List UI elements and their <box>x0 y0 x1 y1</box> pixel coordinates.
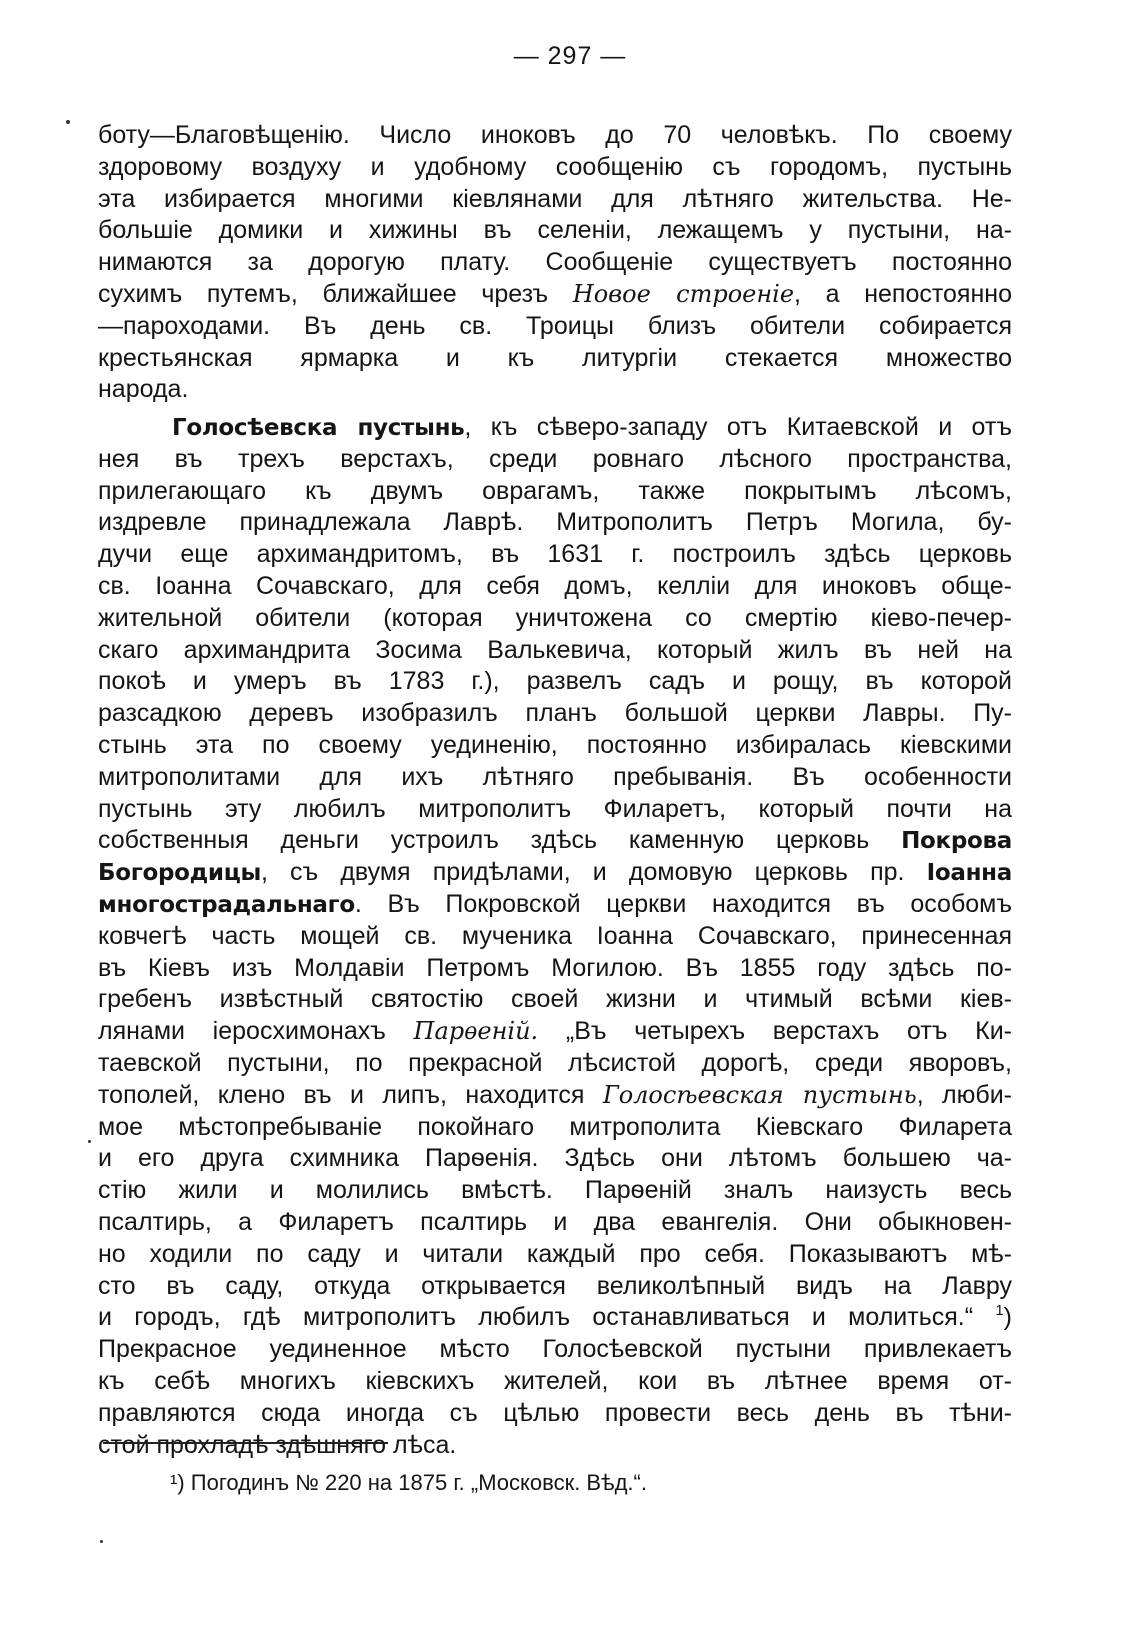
text-line: народа. <box>98 375 189 404</box>
text-line: эта избирается многими кіевлянами для лѣтняго жительства. Не- <box>98 184 1012 213</box>
text-line: разсадкою деревъ изобразилъ планъ большой церкви Лавры. Пу- <box>98 699 1012 728</box>
bold-term: Богородицы <box>98 860 261 887</box>
text-line: св. Іоанна Сочавскаго, для себя домъ, келліи для иноковъ обще- <box>98 571 1012 600</box>
text-run: и городъ, гдѣ митрополитъ любилъ останавливаться и молиться.“ <box>98 1303 996 1332</box>
text-line <box>98 1302 1012 1334</box>
text-line: стію жили и молились вмѣстѣ. Парѳеній зналъ наизусть весь <box>98 1176 1012 1205</box>
text-run: „Въ четырехъ верстахъ отъ Ки- <box>538 1017 1012 1046</box>
text-line: прилегающаго къ двумъ оврагамъ, также покрытымъ лѣсомъ, <box>98 476 1012 505</box>
text-line: и его друга схимника Парѳенія. Здѣсь они лѣтомъ большею ча- <box>98 1144 1012 1173</box>
text-line: митрополитами для ихъ лѣтняго пребыванія. Въ особенности <box>98 762 1012 791</box>
text-line: большіе домики и хижины въ селеніи, лежащемъ у пустыни, на- <box>98 216 1012 245</box>
text-run: , а непостоянно <box>794 279 1012 308</box>
text-line <box>98 825 1012 857</box>
text-line: дучи еще архимандритомъ, въ 1631 г. построилъ здѣсь церковь <box>98 540 1012 569</box>
text-run: , люби- <box>916 1080 1012 1109</box>
text-line: стой прохладѣ здѣшняго лѣса. <box>98 1430 457 1459</box>
footnote: ¹) Погодинъ № 220 на 1875 г. „Московск. Вѣд.“. <box>170 1470 647 1495</box>
text-line: правляются сюда иногда съ цѣлью провести весь день въ тѣни- <box>98 1398 1012 1427</box>
text-line: но ходили по саду и читали каждый про себя. Показываютъ мѣ- <box>98 1239 1012 1268</box>
text-line <box>98 889 1012 921</box>
text-line: издревле принадлежала Лаврѣ. Митрополитъ Петръ Могила, бу- <box>98 508 1012 537</box>
text-line: къ себѣ многихъ кіевскихъ жителей, кои въ лѣтнее время от- <box>98 1366 1012 1395</box>
bold-term: многострадальнаго <box>98 891 355 918</box>
page-number: — 297 — <box>513 42 627 70</box>
text-line <box>98 1016 1012 1048</box>
text-line: Прекрасное уединенное мѣсто Голосѣевской пустыни привлекаетъ <box>98 1335 1012 1364</box>
text-line: нимаются за дорогую плату. Сообщеніе существуетъ постоянно <box>98 248 1012 277</box>
paragraph-1 <box>98 120 1012 406</box>
text-line: стынь эта по своему уединенію, постоянно избиралась кіевскими <box>98 730 1012 759</box>
text-line: псалтирь, а Филаретъ псалтирь и два евангелія. Они обыкновен- <box>98 1207 1012 1236</box>
text-line: здоровому воздуху и удобному сообщенію съ городомъ, пустынь <box>98 152 1012 181</box>
italic-place-name: Голосѣевская пустынь <box>602 1080 917 1109</box>
text-line: пустынь эту любилъ митрополитъ Филаретъ, который почти на <box>98 794 1012 823</box>
bold-term: Іоанна <box>926 860 1012 887</box>
text-run: ) <box>1003 1303 1012 1332</box>
italic-place-name: Новое строеніе <box>572 279 795 308</box>
text-line: въ Кіевъ изъ Молдавіи Петромъ Могилою. Въ 1855 году здѣсь по- <box>98 953 1012 982</box>
text-line <box>98 279 1012 311</box>
text-line <box>98 1080 1012 1112</box>
text-line: —пароходами. Въ день св. Троицы близъ обители собирается <box>98 311 1012 340</box>
bold-term: Покрова <box>901 828 1012 855</box>
text-line: покоѣ и умеръ въ 1783 г.), развелъ садъ и рощу, въ которой <box>98 667 1012 696</box>
text-run: , съ двумя придѣлами, и домовую церковь пр. <box>260 858 927 887</box>
text-line: скаго архимандрита Зосима Валькевича, который жилъ въ ней на <box>98 635 1012 664</box>
text-run: тополей, клено въ и липъ, находится <box>98 1080 603 1109</box>
text-line: боту—Благовѣщенію. Число иноковъ до 70 человѣкъ. По своему <box>98 121 1012 149</box>
scan-speck <box>100 1540 103 1543</box>
footnote-marker: 1 <box>995 1302 1004 1320</box>
text-run: . Въ Покровской церкви находится въ особомъ <box>354 889 1012 918</box>
text-run: лянами іеросхимонахъ <box>98 1017 414 1046</box>
scan-speck <box>88 1140 91 1143</box>
text-run: собственныя деньги устроилъ здѣсь каменную церковь <box>98 826 902 855</box>
text-line: ковчегѣ часть мощей св. мученика Іоанна Сочавскаго, принесенная <box>98 921 1012 950</box>
text-line: гребенъ извѣстный святостію своей жизни и чтимый всѣми кіев- <box>98 985 1012 1014</box>
paragraph-2 <box>98 412 1012 1461</box>
bold-heading-term: Голосѣевска пустынь <box>172 415 465 441</box>
footnote-divider <box>103 1442 388 1444</box>
italic-name: Парѳеній. <box>413 1017 539 1046</box>
text-line: мое мѣстопребываніе покойнаго митрополита Кіевскаго Филарета <box>98 1112 1012 1141</box>
text-line <box>98 412 1012 444</box>
scan-speck <box>66 120 70 124</box>
text-line <box>98 857 1012 889</box>
text-run: , къ сѣверо-западу отъ Китаевской и отъ <box>464 413 1012 441</box>
text-line: сто въ саду, откуда открывается великолѣпный видъ на Лавру <box>98 1271 1012 1300</box>
text-line: жительной обители (которая уничтожена со смертію кіево-печер- <box>98 603 1012 632</box>
text-line: таевской пустыни, по прекрасной лѣсистой дорогѣ, среди яворовъ, <box>98 1048 1012 1077</box>
text-line: нея въ трехъ верстахъ, среди ровнаго лѣсного пространства, <box>98 444 1012 473</box>
text-line: крестьянская ярмарка и къ литургіи стекается множество <box>98 343 1012 372</box>
text-run: сухимъ путемъ, ближайшее чрезъ <box>98 279 573 308</box>
